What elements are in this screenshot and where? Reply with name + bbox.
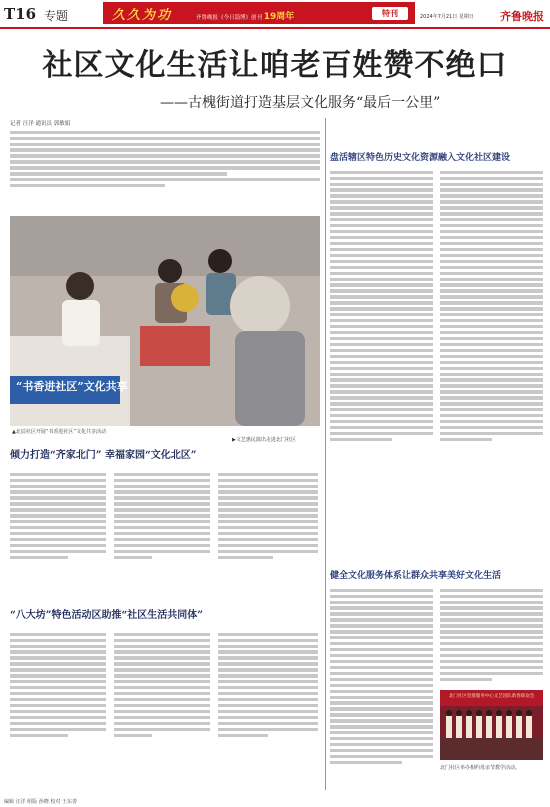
newspaper-logo: 齐鲁晚报 (500, 10, 544, 23)
section-title-left-mid: 倾力打造“齐家北门” 幸福家园“文化北区” (10, 450, 197, 461)
left-bottom-col3 (218, 630, 318, 740)
masthead-anniversary: 19周年 (263, 12, 295, 22)
main-photo-caption-right: ▶文艺惠民演出走进北门社区 (232, 437, 296, 443)
right-top-col2 (440, 168, 543, 444)
main-photo-caption-left: ▲北辰社区开展“书香进社区”文化共享活动 (12, 429, 107, 435)
editorial-credits: 编辑 汪洋 组版 孙晓 校对 王东善 (4, 799, 77, 805)
stage-photo-illustration (440, 690, 543, 760)
masthead-rule (0, 27, 550, 29)
masthead-sub-text: 齐鲁晚报《今日淄博》创刊 (196, 15, 263, 21)
masthead-subtitle (196, 9, 294, 22)
right-mid-col1 (330, 586, 433, 767)
sub-headline: ——古槐街道打造基层文化服务“最后一公里” (160, 95, 441, 111)
page-number: T16 (4, 5, 37, 23)
stage-banner-text: 北门社区党群服务中心文艺团队新春联欢会 (448, 694, 535, 699)
section-label: 专题 (44, 9, 69, 23)
main-photo-illustration (10, 216, 320, 426)
stage-photo-caption: 北门社区举办相约母亲节教学活动。 (440, 765, 521, 771)
main-photo (10, 216, 320, 426)
right-top-col1 (330, 168, 433, 444)
left-bottom-col2 (114, 630, 210, 740)
right-mid-col2 (440, 586, 543, 684)
main-headline: 社区文化生活让咱老百姓赞不绝口 (42, 48, 508, 83)
special-edition-tag: 特刊 (372, 7, 408, 20)
lead-paragraph (10, 128, 320, 190)
left-mid-col1 (10, 470, 106, 562)
section-title-right-mid: 健全文化服务体系让群众共享美好文化生活 (330, 571, 502, 581)
photo-banner-sign: “书香进社区”文化共享 (16, 380, 128, 393)
left-bottom-col1 (10, 630, 106, 740)
section-title-right-top: 盘活辖区特色历史文化资源融入文化社区建设 (330, 153, 511, 163)
byline: 记者 汪洋 通讯员 郭敏娟 (10, 121, 71, 127)
section-title-left-bottom: “八大坊”特色活动区助推“社区生活共同体” (10, 610, 204, 621)
column-divider (325, 118, 326, 790)
stage-photo (440, 690, 543, 760)
left-mid-col3 (218, 470, 318, 562)
issue-date: 2024年7月21日 星期日 (420, 14, 474, 20)
left-mid-col2 (114, 470, 210, 562)
masthead-slogan: 久久为功 (112, 8, 173, 23)
